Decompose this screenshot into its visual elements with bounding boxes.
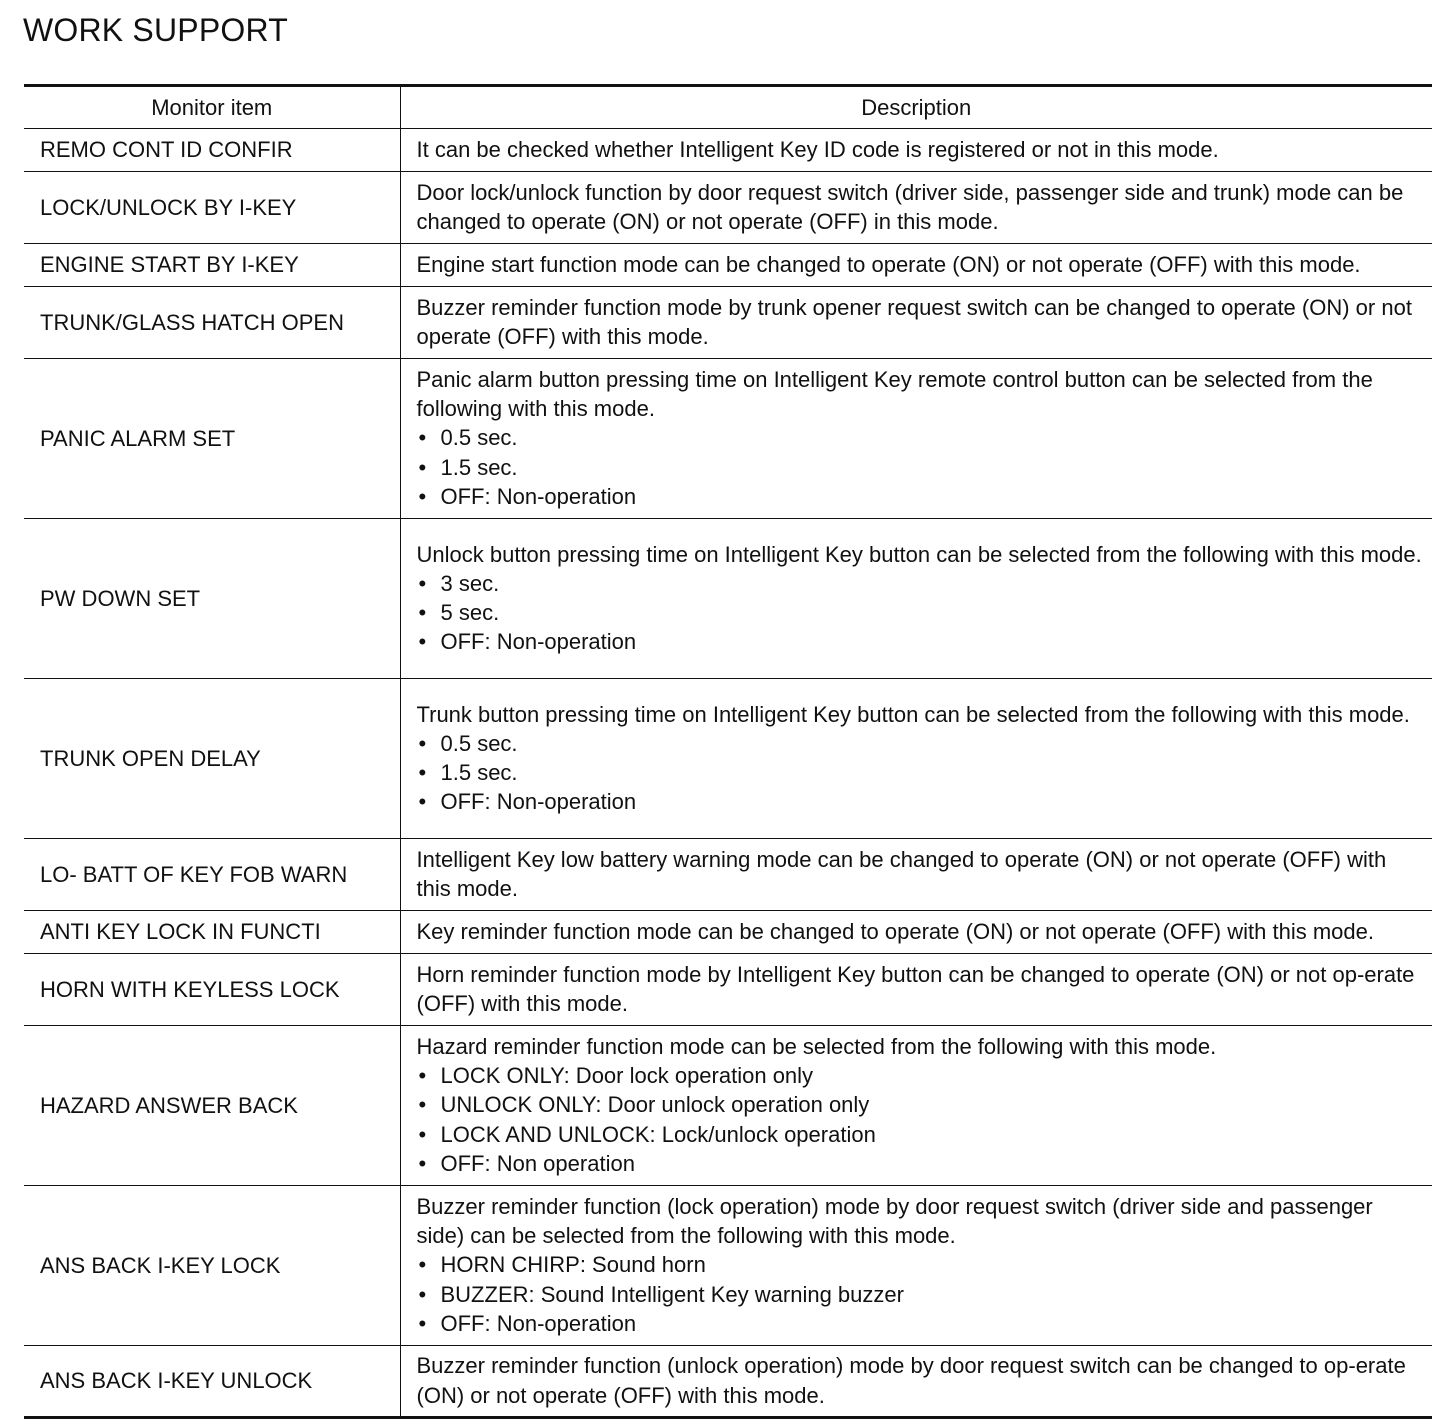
table-row [24, 129, 1432, 172]
monitor-item-cell: HORN WITH KEYLESS LOCK [24, 954, 400, 1026]
monitor-item-cell: PANIC ALARM SET [24, 359, 400, 519]
header-monitor-item: Monitor item [24, 86, 400, 129]
page-title: WORK SUPPORT [23, 12, 288, 48]
description-cell [400, 359, 1432, 519]
description-cell [400, 1026, 1432, 1186]
description-text: Key reminder function mode can be changed to operate (ON) or not operate (OFF) with this mode. [416, 918, 1374, 944]
monitor-item-cell: TRUNK/GLASS HATCH OPEN [24, 287, 400, 359]
option-item: • 3 sec. [417, 569, 1425, 598]
table-row [24, 172, 1432, 244]
table-row [24, 287, 1432, 359]
option-item: • OFF: Non-operation [417, 627, 1425, 656]
monitor-item-cell: HAZARD ANSWER BACK [24, 1026, 400, 1186]
description-text: Buzzer reminder function (lock operation) mode by door request switch (driver side and passenger side) can be selected from the following with this mode. [416, 1193, 1373, 1249]
option-item: • 5 sec. [417, 598, 1425, 627]
option-list [417, 1061, 1425, 1178]
option-list [417, 1250, 1425, 1338]
monitor-item-cell: LOCK/UNLOCK BY I-KEY [24, 172, 400, 244]
monitor-item-cell: PW DOWN SET [24, 519, 400, 679]
option-item: • OFF: Non-operation [417, 787, 1425, 816]
description-cell [400, 287, 1432, 359]
monitor-item-cell: TRUNK OPEN DELAY [24, 679, 400, 839]
option-item: • 1.5 sec. [417, 758, 1425, 787]
monitor-item-cell: LO- BATT OF KEY FOB WARN [24, 839, 400, 911]
monitor-item-cell: ENGINE START BY I-KEY [24, 244, 400, 287]
description-cell [400, 1186, 1432, 1346]
description-text: Buzzer reminder function mode by trunk opener request switch can be changed to operate (ON) or not operate (OFF) with this mode. [416, 294, 1412, 349]
table-row [24, 519, 1432, 679]
option-list [417, 729, 1425, 817]
description-text: Trunk button pressing time on Intelligent Key button can be selected from the following with this mode. [416, 701, 1410, 727]
description-text: Buzzer reminder function (unlock operation) mode by door request switch can be changed to op-erate (ON) or not operate (OFF) with this mode. [416, 1353, 1406, 1408]
description-text: Door lock/unlock function by door request switch (driver side, passenger side and trunk) mode can be changed to operate (ON) or not operate (OFF) in this mode. [416, 179, 1404, 234]
work-support-table [24, 84, 1432, 1419]
description-cell [400, 954, 1432, 1026]
description-cell [400, 679, 1432, 839]
table-row [24, 679, 1432, 839]
option-item: • 1.5 sec. [417, 453, 1425, 482]
description-cell [400, 519, 1432, 679]
table-row [24, 839, 1432, 911]
description-cell [400, 839, 1432, 911]
description-cell [400, 911, 1432, 954]
table-row [24, 954, 1432, 1026]
table-row [24, 1346, 1432, 1418]
option-item: • 0.5 sec. [417, 423, 1425, 452]
table-row [24, 244, 1432, 287]
table-body [24, 129, 1432, 1418]
option-item: • HORN CHIRP: Sound horn [417, 1250, 1425, 1279]
description-cell [400, 129, 1432, 172]
description-cell [400, 172, 1432, 244]
option-item: • OFF: Non operation [417, 1149, 1425, 1178]
option-item: • LOCK ONLY: Door lock operation only [417, 1061, 1425, 1090]
description-text: Panic alarm button pressing time on Intelligent Key remote control button can be selected from the following with this mode. [416, 366, 1373, 422]
description-text: Unlock button pressing time on Intelligent Key button can be selected from the following with this mode. [416, 541, 1422, 567]
table-row [24, 1186, 1432, 1346]
monitor-item-cell: ANTI KEY LOCK IN FUNCTI [24, 911, 400, 954]
description-text: Intelligent Key low battery warning mode can be changed to operate (ON) or not operate (OFF) with this mode. [416, 846, 1387, 901]
table-header-row [24, 86, 1432, 129]
table-row [24, 1026, 1432, 1186]
option-list [417, 569, 1425, 657]
description-cell [400, 1346, 1432, 1418]
description-text: Hazard reminder function mode can be selected from the following with this mode. [416, 1033, 1217, 1059]
monitor-item-cell: ANS BACK I-KEY LOCK [24, 1186, 400, 1346]
option-item: • BUZZER: Sound Intelligent Key warning buzzer [417, 1280, 1425, 1309]
option-item: • LOCK AND UNLOCK: Lock/unlock operation [417, 1120, 1425, 1149]
monitor-item-cell: REMO CONT ID CONFIR [24, 129, 400, 172]
description-cell [400, 244, 1432, 287]
option-item: • OFF: Non-operation [417, 1309, 1425, 1338]
header-description: Description [400, 86, 1432, 129]
monitor-item-cell: ANS BACK I-KEY UNLOCK [24, 1346, 400, 1418]
option-item: • UNLOCK ONLY: Door unlock operation only [417, 1090, 1425, 1119]
table-row [24, 911, 1432, 954]
option-item: • 0.5 sec. [417, 729, 1425, 758]
option-list [417, 423, 1425, 511]
table-row [24, 359, 1432, 519]
option-item: • OFF: Non-operation [417, 482, 1425, 511]
description-text: It can be checked whether Intelligent Key ID code is registered or not in this mode. [416, 136, 1219, 162]
description-text: Horn reminder function mode by Intelligent Key button can be changed to operate (ON) or not op-erate (OFF) with this mode. [416, 961, 1415, 1016]
description-text: Engine start function mode can be changed to operate (ON) or not operate (OFF) with this mode. [416, 251, 1361, 277]
